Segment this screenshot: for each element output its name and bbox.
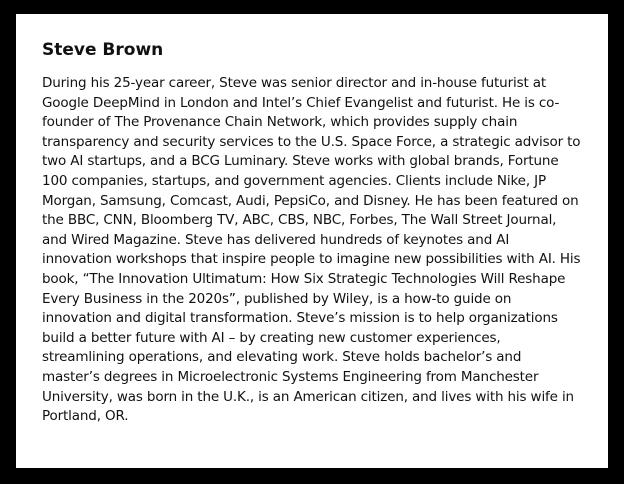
bio-card	[16, 14, 608, 468]
bio-paragraph: During his 25-year career, Steve was senior director and in-house futurist at Google DeepMind in London and Intel’s Chief Evangelist and futurist. He is co-founder of The Provenance Chain Network, which provides supply chain transparency and security services to the U.S. Space Force, a strategic advisor to two AI startups, and a BCG Luminary. Steve works with global brands, Fortune 100 companies, startups, and government agencies. Clients include Nike, JP Morgan, Samsung, Comcast, Audi, PepsiCo, and Disney. He has been featured on the BBC, CNN, Bloomberg TV, ABC, CBS, NBC, Forbes, The Wall Street Journal, and Wired Magazine. Steve has delivered hundreds of keynotes and AI innovation workshops that inspire people to imagine new possibilities with AI. His book, “The Innovation Ultimatum: How Six Strategic Technologies Will Reshape Every Business in the 2020s”, published by Wiley, is a how-to guide on innovation and digital transformation. Steve’s mission is to help organizations build a better future with AI – by creating new customer experiences, streamlining operations, and elevating work. Steve holds bachelor’s and master’s degrees in Microelectronic Systems Engineering from Manchester University, was born in the U.K., is an American citizen, and lives with his wife in Portland, OR.	[42, 75, 581, 425]
bio-name-heading: Steve Brown	[42, 40, 164, 60]
